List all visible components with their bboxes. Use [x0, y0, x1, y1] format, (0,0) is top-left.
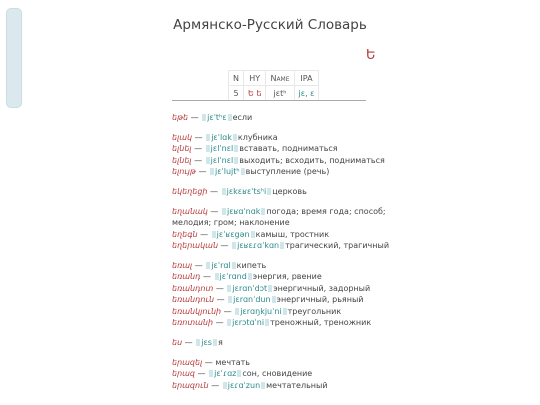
entry-translation: энергичный, рьяный: [276, 295, 364, 305]
ipa-bracket-icon: [251, 231, 255, 238]
ipa-bracket-icon: [283, 308, 287, 315]
entry-ipa: jɛrɑŋkjuˈni: [240, 306, 282, 316]
dictionary-entry: [172, 240, 392, 251]
dictionary-entry: [172, 337, 392, 348]
entry-separator: —: [218, 241, 232, 251]
ipa-bracket-icon: [223, 382, 227, 389]
group-gap: [172, 123, 392, 132]
ipa-bracket-icon: [234, 157, 238, 164]
group-gap: [172, 348, 392, 357]
entry-ipa: jɛrɑnˈdɔt: [232, 283, 268, 293]
ipa-bracket-icon: [268, 285, 272, 292]
entry-separator: —: [182, 338, 196, 347]
section-letter: Ե: [366, 48, 376, 63]
entry-ipa: jɛrɑnˈdun: [233, 295, 271, 305]
entry-ipa: jɛʁɑˈnɑk: [226, 206, 261, 216]
entry-translation: я: [217, 338, 223, 347]
table-header-hy: HY: [243, 71, 265, 86]
ipa-bracket-icon: [248, 273, 252, 280]
ipa-bracket-icon: [206, 145, 210, 152]
page-title: Армянско-Русский Словарь: [173, 17, 367, 33]
group-gap: [172, 329, 392, 338]
entry-separator: —: [214, 295, 228, 305]
dictionary-entry: [172, 155, 392, 166]
dictionary-entry: [172, 380, 392, 391]
entry-translation: если: [232, 113, 253, 122]
ipa-bracket-icon: [234, 145, 238, 152]
entry-separator: —: [195, 369, 209, 379]
ipa-bracket-icon: [237, 370, 241, 377]
ipa-bracket-icon: [241, 168, 245, 175]
entry-word-link[interactable]: եղեգն: [172, 229, 198, 239]
entry-separator: —: [213, 318, 227, 328]
table-cell-hy: Ե ե: [243, 86, 265, 101]
dictionary-entry: [172, 294, 392, 305]
entry-separator: —: [191, 155, 205, 165]
entry-ipa: jɛˈtʰɛ: [207, 113, 227, 122]
ipa-bracket-icon: [261, 208, 265, 215]
table-cell-ipa: jɛ, ɛ: [294, 86, 319, 101]
entry-word-link[interactable]: եռանկյունի: [172, 306, 222, 316]
ipa-bracket-icon: [202, 114, 206, 121]
table-header-row: [229, 71, 319, 86]
dictionary-entry: [172, 317, 392, 328]
table-cell-n: 5: [229, 86, 244, 101]
entry-ipa: jɛkɛʁɛˈtsʰi: [226, 187, 267, 197]
entry-ipa: jɛɾɑˈzun: [227, 380, 261, 390]
entry-word-link[interactable]: եղերական: [172, 241, 219, 251]
ipa-bracket-icon: [228, 296, 232, 303]
entry-separator: —: [207, 206, 221, 216]
entry-translation: энергия, рвение: [252, 272, 322, 282]
group-gap: [172, 197, 392, 206]
divider: [172, 100, 366, 101]
ipa-bracket-icon: [222, 188, 226, 195]
entry-translation: клубника: [237, 132, 278, 142]
entry-word-link[interactable]: եղանակ: [172, 206, 208, 216]
ipa-bracket-icon: [210, 168, 214, 175]
dictionary-entry: [172, 357, 392, 368]
entry-ipa: jɛˈɾɑz: [214, 369, 237, 379]
entry-translation: треножный, треножник: [270, 318, 372, 328]
entry-separator: —: [197, 229, 211, 239]
entry-ipa: jɛlˈnɛl: [210, 144, 234, 154]
entry-separator: —: [192, 132, 206, 142]
dictionary-entry: [172, 143, 392, 154]
entry-translation: мечтательный: [266, 380, 328, 390]
ipa-bracket-icon: [265, 319, 269, 326]
entry-word-link[interactable]: ես: [172, 338, 183, 347]
entry-word-link[interactable]: եռանդոտ: [172, 283, 214, 293]
entry-ipa: jɛˈrɑl: [211, 261, 231, 271]
entry-word-link[interactable]: եռալ: [172, 261, 193, 271]
ipa-bracket-icon: [233, 134, 237, 141]
entry-translation: энергичный, задорный: [273, 283, 371, 293]
entry-translation: погода; время года; способ; мелодия; гром; наклонение: [172, 206, 386, 228]
entry-word-link[interactable]: ելնել: [172, 155, 192, 165]
table-header-n: N: [229, 71, 244, 86]
ipa-bracket-icon: [261, 382, 265, 389]
entry-ipa: jɛˈlɑk: [211, 132, 232, 142]
entry-translation: кипеть: [236, 261, 267, 271]
ipa-bracket-icon: [206, 157, 210, 164]
dictionary-entry: [172, 271, 392, 282]
entry-separator: —: [213, 283, 227, 293]
entry-word-link[interactable]: երազել: [172, 357, 203, 367]
table-header-name: Name: [266, 71, 294, 86]
dictionary-entry: [172, 206, 392, 229]
ipa-bracket-icon: [227, 319, 231, 326]
ipa-bracket-icon: [272, 296, 276, 303]
entry-ipa: jɛs: [201, 338, 212, 347]
entry-ipa: jɛrɔtɑˈni: [232, 318, 265, 328]
ipa-bracket-icon: [196, 339, 200, 346]
entry-translation: трагический, трагичный: [285, 241, 390, 251]
entry-translation: камыш, тростник: [255, 229, 330, 239]
table-cell-name: jɛtʰ: [266, 86, 294, 101]
ipa-bracket-icon: [206, 134, 210, 141]
ipa-bracket-icon: [212, 231, 216, 238]
ipa-bracket-icon: [227, 285, 231, 292]
dictionary-entry: [172, 186, 392, 197]
entry-separator: —: [191, 144, 205, 154]
entry-separator: —: [195, 167, 210, 177]
ipa-bracket-icon: [232, 242, 236, 249]
entry-word-link[interactable]: եկեղեցի: [172, 187, 208, 197]
entry-separator: —: [207, 187, 221, 197]
dictionary-entry: [172, 306, 392, 317]
ipa-bracket-icon: [235, 308, 239, 315]
entry-word-link[interactable]: եռանդ: [172, 272, 201, 282]
entry-translation: выступление (речь): [245, 167, 330, 177]
ipa-bracket-icon: [215, 273, 219, 280]
ipa-bracket-icon: [267, 188, 271, 195]
entry-separator: —: [200, 272, 214, 282]
ipa-bracket-icon: [213, 339, 217, 346]
entry-word-link[interactable]: երազ: [172, 369, 196, 379]
dictionary-entry: [172, 229, 392, 240]
entry-translation: выходить; всходить, подниматься: [239, 155, 385, 165]
dictionary-entry: [172, 166, 392, 177]
letter-info-table: [228, 70, 319, 101]
dictionary-entry: [172, 260, 392, 271]
entry-ipa: jɛˈʁɛgən: [216, 229, 250, 239]
entry-word-link[interactable]: ելակ: [172, 132, 193, 142]
ipa-bracket-icon: [232, 262, 236, 269]
entry-ipa: jɛˈlujtʰ: [215, 167, 240, 177]
entry-separator: —: [192, 261, 206, 271]
entry-separator: —: [202, 357, 216, 367]
ipa-bracket-icon: [228, 114, 232, 121]
entry-separator: —: [188, 113, 202, 122]
entry-translation: сон, сновидение: [242, 369, 313, 379]
entry-word-link[interactable]: երազուն: [172, 380, 209, 390]
entry-word-link[interactable]: եթե: [172, 113, 189, 122]
entry-word-link[interactable]: եռոտանի: [172, 318, 214, 328]
dictionary-entry: [172, 112, 392, 123]
ipa-bracket-icon: [209, 370, 213, 377]
entry-separator: —: [208, 380, 222, 390]
entry-word-link[interactable]: ելնել: [172, 144, 192, 154]
ipa-bracket-icon: [206, 262, 210, 269]
dictionary-entry: [172, 283, 392, 294]
table-header-ipa: IPA: [294, 71, 319, 86]
ipa-bracket-icon: [280, 242, 284, 249]
entry-translation: мечтать: [215, 357, 250, 367]
dictionary-entry: [172, 368, 392, 379]
entry-list: [172, 112, 392, 391]
entry-translation: церковь: [272, 187, 307, 197]
dictionary-entry: [172, 132, 392, 143]
entry-word-link[interactable]: ելույթ: [172, 167, 196, 177]
group-gap: [172, 178, 392, 187]
entry-separator: —: [221, 306, 235, 316]
entry-word-link[interactable]: եռանդուն: [172, 295, 215, 305]
entry-ipa: jɛlˈnɛl: [210, 155, 234, 165]
entry-translation: треугольник: [287, 306, 342, 316]
entry-ipa: jɛˈrɑnd: [219, 272, 247, 282]
ipa-bracket-icon: [222, 208, 226, 215]
table-row: [229, 86, 319, 101]
group-gap: [172, 252, 392, 261]
entry-translation: вставать, подниматься: [239, 144, 338, 154]
entry-ipa: jɛʁɛɾɑˈkɑn: [237, 241, 280, 251]
